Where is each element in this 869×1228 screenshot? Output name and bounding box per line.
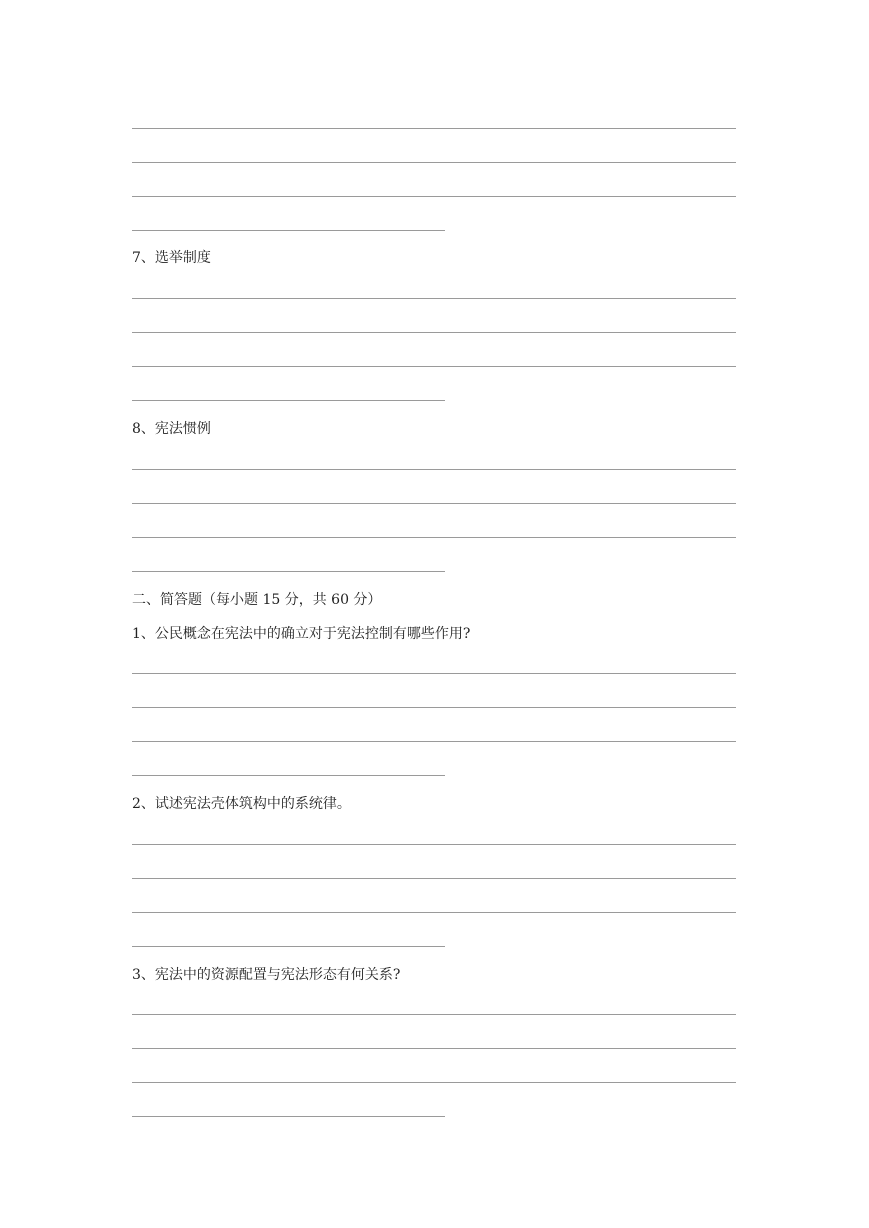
answer-line-short <box>132 1116 445 1117</box>
answer-line <box>132 707 736 708</box>
answer-line-short <box>132 946 445 947</box>
short-answer-question-2: 2、试述宪法壳体筑构中的系统律。 <box>132 796 351 812</box>
answer-line <box>132 366 736 367</box>
answer-line <box>132 469 736 470</box>
answer-line <box>132 537 736 538</box>
answer-line <box>132 1014 736 1015</box>
answer-line <box>132 1048 736 1049</box>
answer-line-short <box>132 775 445 776</box>
answer-line <box>132 1082 736 1083</box>
section-heading: 二、简答题（每小题 15 分，共 60 分） <box>132 592 382 608</box>
answer-line <box>132 844 736 845</box>
answer-line <box>132 332 736 333</box>
answer-line <box>132 298 736 299</box>
short-answer-question-1: 1、公民概念在宪法中的确立对于宪法控制有哪些作用? <box>132 626 471 642</box>
answer-line <box>132 196 736 197</box>
answer-line <box>132 128 736 129</box>
answer-line <box>132 673 736 674</box>
short-answer-question-3: 3、宪法中的资源配置与宪法形态有何关系? <box>132 967 401 983</box>
answer-line-short <box>132 400 445 401</box>
term-item-8: 8、宪法惯例 <box>132 421 211 437</box>
answer-line <box>132 503 736 504</box>
answer-line-short <box>132 571 445 572</box>
answer-line <box>132 162 736 163</box>
answer-line <box>132 912 736 913</box>
answer-line <box>132 878 736 879</box>
answer-line <box>132 741 736 742</box>
term-item-7: 7、选举制度 <box>132 250 211 266</box>
answer-line-short <box>132 230 445 231</box>
